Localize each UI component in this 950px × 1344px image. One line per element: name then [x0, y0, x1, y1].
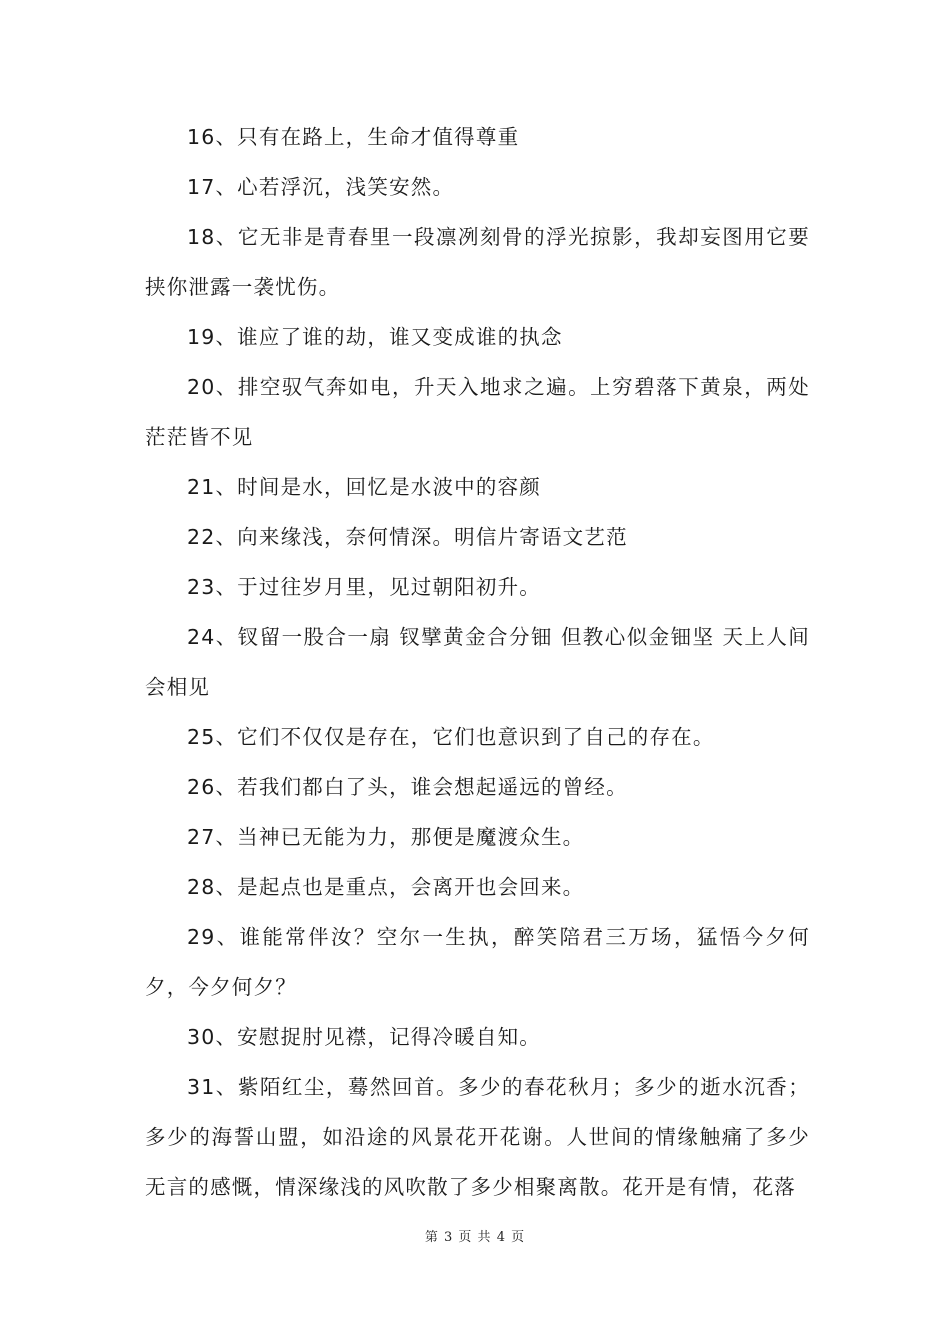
- paragraph-18: 18、它无非是青春里一段凛冽刻骨的浮光掠影，我却妄图用它要挟你泄露一袭忧伤。: [145, 225, 810, 299]
- paragraph-21: 21、时间是水，回忆是水波中的容颜: [187, 475, 541, 499]
- paragraph-17: 17、心若浮沉，浅笑安然。: [187, 175, 455, 199]
- paragraph-30: 30、安慰捉肘见襟，记得冷暖自知。: [187, 1025, 541, 1049]
- paragraph-29: 29、谁能常伴汝？空尔一生执，醉笑陪君三万场，猛悟今夕何夕，今夕何夕？: [145, 925, 810, 999]
- paragraph-31: 31、紫陌红尘，蓦然回首。多少的春花秋月；多少的逝水沉香；多少的海誓山盟，如沿途的风景花开花谢。人世间的情缘触痛了多少无言的感慨，情深缘浅的风吹散了多少相聚离散。花开是有情，花落: [145, 1075, 810, 1199]
- paragraph-22: 22、向来缘浅，奈何情深。明信片寄语文艺范: [187, 525, 628, 549]
- paragraph-28: 28、是起点也是重点，会离开也会回来。: [187, 875, 585, 899]
- paragraph-24: 24、钗留一股合一扇 钗擘黄金合分钿 但教心似金钿坚 天上人间会相见: [145, 625, 810, 699]
- paragraph-27: 27、当神已无能为力，那便是魔渡众生。: [187, 825, 585, 849]
- paragraph-16: 16、只有在路上，生命才值得尊重: [187, 125, 520, 149]
- paragraph-25: 25、它们不仅仅是存在，它们也意识到了自己的存在。: [187, 725, 715, 749]
- paragraph-23: 23、于过往岁月里，见过朝阳初升。: [187, 575, 541, 599]
- page-footer: 第 3 页 共 4 页: [424, 1230, 526, 1245]
- document-body: [145, 112, 810, 1212]
- paragraph-20: 20、排空驭气奔如电，升天入地求之遍。上穷碧落下黄泉，两处茫茫皆不见: [145, 375, 810, 449]
- paragraph-19: 19、谁应了谁的劫，谁又变成谁的执念: [187, 325, 563, 349]
- paragraph-26: 26、若我们都白了头，谁会想起遥远的曾经。: [187, 775, 628, 799]
